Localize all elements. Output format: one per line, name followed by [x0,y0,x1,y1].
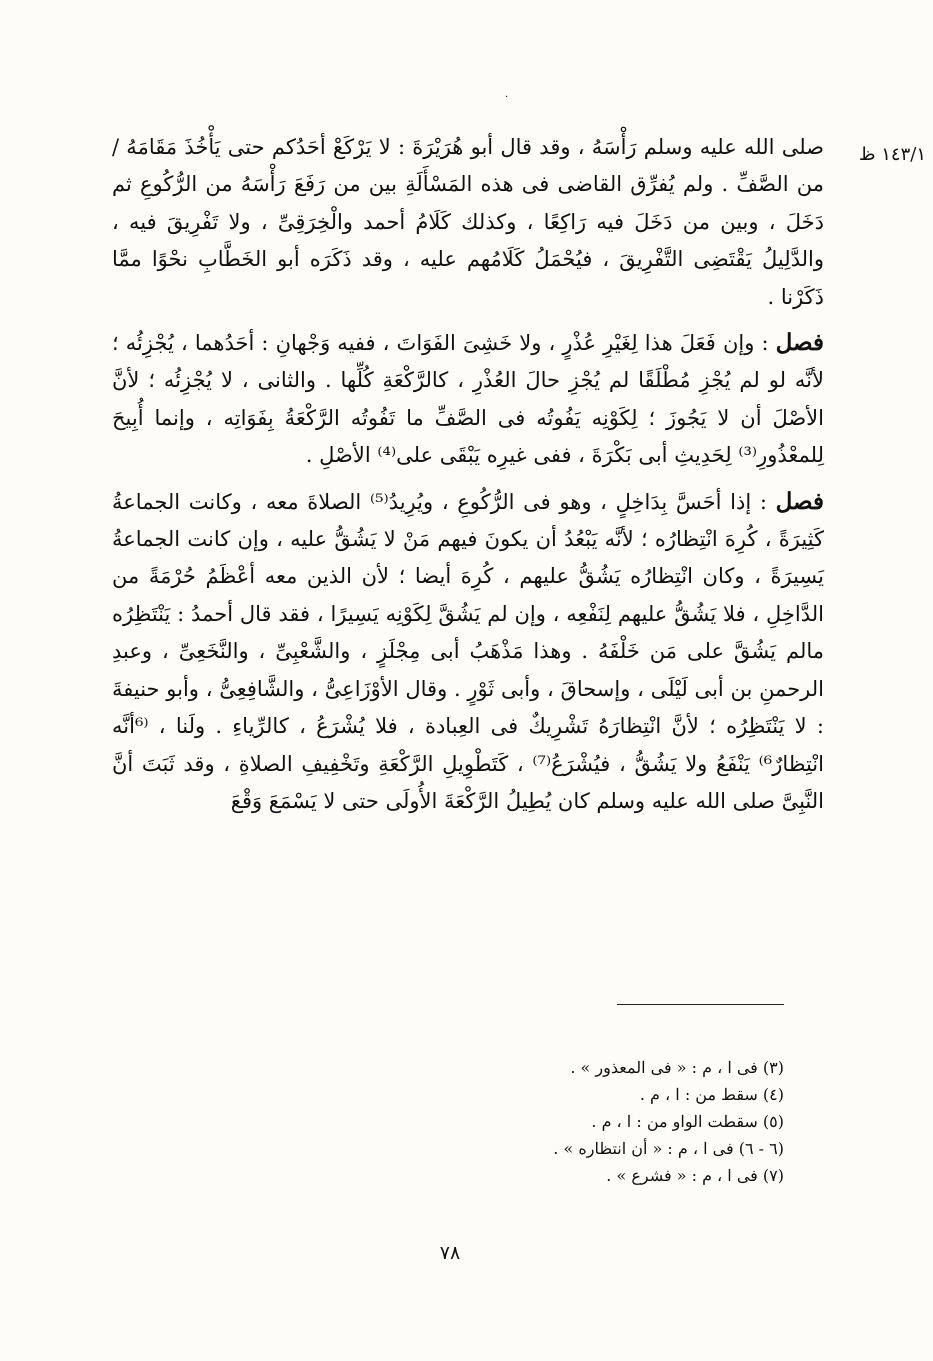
paragraph-text: : إذا أحَسَّ بِدَاخِلٍ ، وهو فى الرُّكُوعِ ، ويُرِيدُ⁽⁵⁾ الصلاةَ معه ، وكانت الجماعةُ كَثِيرَةً ، كُرِهَ انْتِظارُه ؛ لأنَّه يَبْعُدُ أن يكونَ فيهم مَنْ لا يَشُقُّ عليه ، وإن كانت الجماعةُ يَسِيرَةً ، وكان انْتِظارُه يَشُقُّ عليهم ، كُرِهَ أيضا ؛ لأن الذين معه أعْظَمُ حُرْمَةً من الدَّاخِلِ ، فلا يَشُقُّ عليهم لِنَفْعِه ، وإن لم يَشُقَّ لِكَوْنِه يَسِيرًا ، فقد قال أحمدُ : يَنْتَظِرُه مالم يَشُقَّ على مَن خَلْفَهُ . وهذا مَذْهَبُ أبى مِجْلَزٍ ، والشَّعْبِىِّ ، والنَّخَعِىِّ ، وعبدِ الرحمنِ بن أبى لَيْلَى ، وإسحاقَ ، وأبى ثَوْرٍ . وقال الأوْزَاعِىُّ ، والشَّافِعِىُّ ، وأبو حنيفةَ : لا يَنْتَظِرُه ؛ لأنَّ انْتِظارَهُ تَشْرِيكٌ فى العِبادة ، فلا يُشْرَعُ ، كالرِّياءِ . ولَنا ، ⁽⁶أنَّه انْتِظارٌ⁶⁾ يَنْفَعُ ولا يَشُقُّ ، فيُشْرَعُ⁽⁷⁾ ، كَتَطْوِيلِ الرَّكْعَةِ وتَخْفِيفِ الصلاةِ ، وقد ثَبَتَ أنَّ النَّبِىَّ صلى الله عليه وسلم كان يُطِيلُ الرَّكْعَةَ الأُولَى حتى لا يَسْمَعَ وَقْعَ [112,489,824,813]
paragraph-1 [112,128,824,316]
footnote-divider [617,1004,784,1005]
paragraph-text: : وإن فَعَلَ هذا لِغَيْرِ عُذْرٍ ، ولا خَشِىَ الفَوَاتَ ، ففيه وَجْهانِ : أحَدُهما ، يُجْزِئُه ؛ لأنَّه لو لم يُجْزِ مُطْلَقًا لم يُجْزِ حالَ العُذْرِ ، كالرَّكْعَةِ كُلِّها . والثانى ، لا يُجْزِئُه ؛ لأنَّ الأصْلَ أن لا يَجُوزَ ؛ لِكَوْنِه يَفُوتُه فى الصَّفِّ ما تَفُوتُه الرَّكْعَةُ بِفَوَاتِه ، وإنما أُبِيحَ لِلمعْذُورِ⁽³⁾ لِحَدِيثِ أبى بَكْرَةَ ، ففى غيرِه يَبْقَى على⁽⁴⁾ الأصْلِ . [112,331,824,468]
folio-ref-text: ١٤٣/١ ظ [858,144,926,165]
paragraph-3 [112,483,824,821]
footnote: (٥) سقطت الواو من : ا ، م . [591,1112,784,1131]
footnotes [300,1054,784,1189]
page-number: ٧٨ [439,1242,461,1264]
main-text-block [112,128,824,820]
footnote: (٦ - ٦) فى ا ، م : « أن انتظاره » . [553,1139,784,1158]
footnote: (٣) فى ا ، م : « فى المعذور » . [570,1058,784,1077]
footnote: (٤) سقط من : ا ، م . [639,1085,784,1104]
paragraph-lead: فصل [775,329,824,357]
paragraph-lead: فصل [775,487,824,515]
paragraph-text: صلى الله عليه وسلم رَأْسَهُ ، وقد قال أبو هُرَيْرَةَ : لا يَرْكَعْ أحَدُكم حتى يَأْخُذَ مَقَامَهُ / من الصَّفِّ . ولم يُفرِّق القاضى فى هذه المَسْأَلَةِ بين من رَفَعَ رَأْسَهُ من الرُّكُوعِ ثم دَخَلَ ، وبين من دَخَلَ فيه رَاكِعًا ، وكذلك كَلَامُ أحمد والْخِرَقِىِّ ، ولا تَفْرِيقَ فيه ، والدَّلِيلُ يَقْتَضِى التَّفْرِيقَ ، فيُحْمَلُ كَلَامُهم عليه ، وقد ذَكَرَه أبو الخَطَّابِ نحْوًا ممَّا ذَكَرْنا . [112,135,824,309]
margin-folio-reference [826,144,926,165]
decorative-dot: · [505,92,509,103]
footnote: (٧) فى ا ، م : « فشرع » . [606,1166,784,1185]
paragraph-2 [112,324,824,475]
